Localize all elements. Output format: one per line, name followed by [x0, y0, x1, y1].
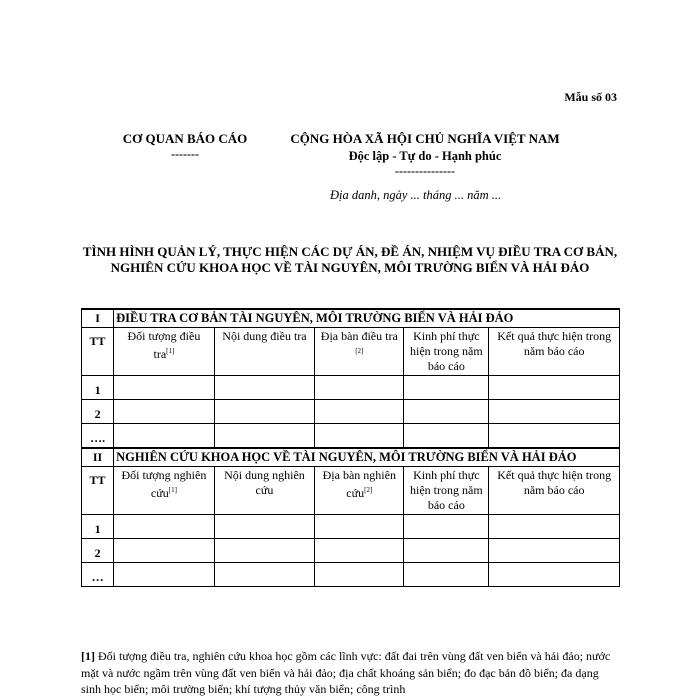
- place-date: Địa danh, ngày ... tháng ... năm ...: [330, 188, 502, 202]
- col-result: Kết quả thực hiện trong năm báo cáo: [489, 467, 620, 515]
- table-row: [82, 539, 620, 563]
- row-number: 2: [82, 539, 114, 563]
- table-cell: [214, 539, 315, 563]
- table-cell: [404, 539, 489, 563]
- report-table: [81, 308, 620, 587]
- table-cell: [214, 424, 315, 449]
- form-number: Mẫu số 03: [564, 90, 617, 104]
- section-number: II: [82, 448, 114, 467]
- col-subject: Đối tượng điều tra[1]: [114, 328, 215, 376]
- table-cell: [489, 424, 620, 449]
- col-tt: TT: [82, 328, 114, 376]
- col-tt: TT: [82, 467, 114, 515]
- table-cell: [114, 515, 215, 539]
- col-area: Địa bàn nghiên cứu[2]: [315, 467, 404, 515]
- table-cell: [114, 563, 215, 587]
- column-header-row: [82, 467, 620, 515]
- row-number: 1: [82, 376, 114, 400]
- col-result: Kết quả thực hiện trong năm báo cáo: [489, 328, 620, 376]
- table-cell: [489, 539, 620, 563]
- section-title: ĐIỀU TRA CƠ BẢN TÀI NGUYÊN, MÔI TRƯỜNG BIỂN VÀ HẢI ĐẢO: [114, 309, 620, 328]
- reporting-agency: [90, 131, 280, 160]
- col-funding: Kinh phí thực hiện trong năm báo cáo: [404, 467, 489, 515]
- col-funding: Kinh phí thực hiện trong năm báo cáo: [404, 328, 489, 376]
- section-header-row: [82, 448, 620, 467]
- nation-name: CỘNG HÒA XÃ HỘI CHỦ NGHĨA VIỆT NAM: [290, 131, 560, 146]
- agency-divider: -------: [171, 147, 199, 161]
- table-cell: [404, 515, 489, 539]
- agency-name: CƠ QUAN BÁO CÁO: [122, 131, 248, 146]
- footnote-ref: [1]: [81, 649, 95, 663]
- table-cell: [404, 424, 489, 449]
- table-row: [82, 515, 620, 539]
- footnote-text: Đối tượng điều tra, nghiên cứu khoa học gồm các lĩnh vực: đất đai trên vùng đất ven biển và hải đảo; nước mặt và nước ngầm trên vùng đất ven biển và hải đảo; địa chất khoáng sản biển; đo đạc bản đồ biển; đa dạng sinh học biển; môi trường biển; khí tượng thủy văn biển; công trình: [81, 649, 611, 696]
- table-row: [82, 400, 620, 424]
- table-cell: [489, 376, 620, 400]
- col-area: Địa bàn điều tra [2]: [315, 328, 404, 376]
- table-cell: [114, 424, 215, 449]
- row-number: 2: [82, 400, 114, 424]
- table-cell: [315, 400, 404, 424]
- table-cell: [315, 424, 404, 449]
- footnote: [81, 648, 621, 698]
- table-cell: [214, 515, 315, 539]
- table-cell: [315, 539, 404, 563]
- table-cell: [404, 376, 489, 400]
- table-row: [82, 424, 620, 449]
- table-cell: [315, 515, 404, 539]
- section-header-row: [82, 309, 620, 328]
- table-row: [82, 376, 620, 400]
- table-cell: [214, 400, 315, 424]
- national-heading: [260, 131, 590, 177]
- table-cell: [214, 376, 315, 400]
- table-cell: [489, 563, 620, 587]
- row-number: …: [82, 563, 114, 587]
- table-cell: [489, 400, 620, 424]
- table-cell: [489, 515, 620, 539]
- table-cell: [114, 539, 215, 563]
- table-cell: [114, 400, 215, 424]
- table-cell: [315, 376, 404, 400]
- column-header-row: [82, 328, 620, 376]
- section-title: NGHIÊN CỨU KHOA HỌC VỀ TÀI NGUYÊN, MÔI TRƯỜNG BIỂN VÀ HẢI ĐẢO: [114, 448, 620, 467]
- table-cell: [315, 563, 404, 587]
- document-title: TÌNH HÌNH QUẢN LÝ, THỰC HIỆN CÁC DỰ ÁN, ĐỀ ÁN, NHIỆM VỤ ĐIỀU TRA CƠ BẢN, NGHIÊN CỨU KHOA HỌC VỀ TÀI NGUYÊN, MÔI TRƯỜNG BIỂN VÀ HẢI ĐẢO: [82, 244, 618, 275]
- table-cell: [214, 563, 315, 587]
- col-subject: Đối tượng nghiên cứu[1]: [114, 467, 215, 515]
- table-cell: [404, 563, 489, 587]
- section-number: I: [82, 309, 114, 328]
- col-content: Nội dung điều tra: [214, 328, 315, 376]
- table-cell: [114, 376, 215, 400]
- national-motto: Độc lập - Tự do - Hạnh phúc: [348, 149, 502, 163]
- table-cell: [404, 400, 489, 424]
- motto-divider: ---------------: [395, 164, 455, 178]
- table-row: [82, 563, 620, 587]
- row-number: ….: [82, 424, 114, 449]
- row-number: 1: [82, 515, 114, 539]
- col-content: Nội dung nghiên cứu: [214, 467, 315, 515]
